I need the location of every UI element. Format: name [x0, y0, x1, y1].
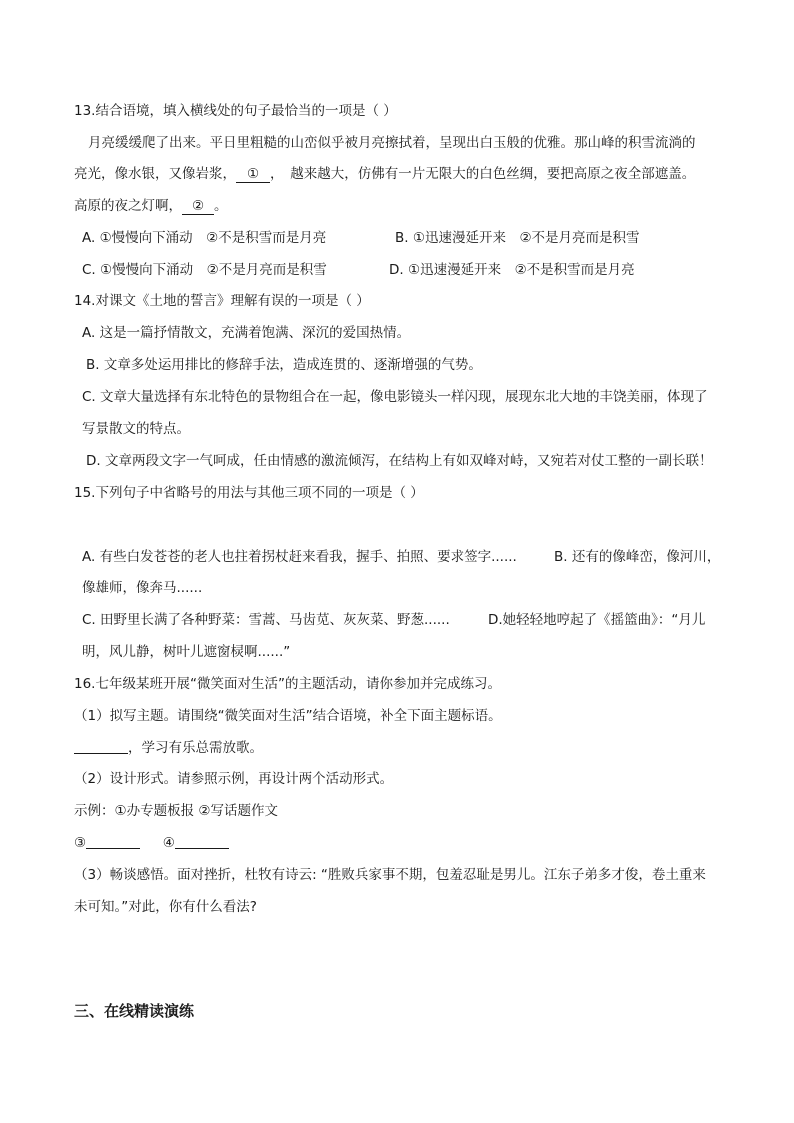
q13-blank-2: ②	[182, 198, 214, 215]
q16-slogan-line	[74, 738, 736, 758]
q16-example: 示例：①办专题板报 ②写话题作文	[74, 803, 278, 819]
q16-answer-line	[74, 833, 736, 853]
q16-sub3-line2: 未可知。”对此，你有什么看法?	[74, 899, 257, 915]
q16-num-4: ④	[162, 835, 175, 851]
q13-passage-line1: 月亮缓缓爬了出来。平日里粗糙的山峦似乎被月亮擦拭着，呈现出白玉般的优雅。那山峰的积雪流淌的	[88, 135, 696, 151]
q16-blank-3[interactable]	[86, 834, 140, 849]
q13-passage-text: 高原的夜之灯啊，	[74, 198, 182, 214]
q15-option-a[interactable]: A. 有些白发苍苍的老人也拄着拐杖赶来看我，握手、拍照、要求签字......	[82, 549, 517, 565]
q13-passage-text: ， 越来越大，仿佛有一片无限大的白色丝绸，要把高原之夜全部遮盖。	[270, 166, 696, 182]
q13-passage-line2	[74, 164, 736, 184]
q15-option-c[interactable]: C. 田野里长满了各种野菜：雪蒿、马齿苋、灰灰菜、野葱......	[82, 612, 450, 628]
q13-option-b[interactable]: B. ①迅速漫延开来 ②不是月亮而是积雪	[395, 230, 640, 246]
section-heading: 三、在线精读演练	[74, 1002, 195, 1020]
q16-num-3: ③	[74, 835, 87, 851]
q14-option-c[interactable]: C. 文章大量选择有东北特色的景物组合在一起，像电影镜头一样闪现，展现东北大地的丰饶美丽，体现了	[82, 389, 708, 405]
q13-stem: 13.结合语境，填入横线处的句子最恰当的一项是（ ）	[74, 103, 397, 119]
q16-blank-4[interactable]	[175, 834, 229, 849]
q13-blank-1: ①	[236, 166, 270, 183]
q14-option-b[interactable]: B. 文章多处运用排比的修辞手法，造成连贯的、逐渐增强的气势。	[86, 357, 482, 373]
q14-stem: 14.对课文《土地的誓言》理解有误的一项是（ ）	[74, 293, 370, 309]
q14-option-a[interactable]: A. 这是一篇抒情散文，充满着饱满、深沉的爱国热情。	[82, 325, 411, 341]
q13-option-d[interactable]: D. ①迅速漫延开来 ②不是积雪而是月亮	[389, 262, 635, 278]
q13-passage-text: 亮光，像水银，又像岩浆，	[74, 166, 236, 182]
q14-option-d[interactable]: D. 文章两段文字一气呵成，任由情感的激流倾泻，在结构上有如双峰对峙，又宛若对仗工整的一副长联！	[86, 453, 713, 469]
q15-option-d-cont: 明，风儿静，树叶儿遮窗棂啊......”	[82, 644, 291, 660]
q15-option-b-cont: 像雄师，像奔马......	[82, 580, 203, 596]
q16-slogan-blank[interactable]	[74, 739, 128, 754]
q13-passage-text: 。	[214, 198, 228, 214]
q13-option-a[interactable]: A. ①慢慢向下涌动 ②不是积雪而是月亮	[82, 230, 327, 246]
q15-option-b[interactable]: B. 还有的像峰峦，像河川，	[554, 549, 721, 565]
q15-stem: 15.下列句子中省略号的用法与其他三项不同的一项是（ ）	[74, 485, 424, 501]
q16-stem: 16.七年级某班开展“微笑面对生活”的主题活动，请你参加并完成练习。	[74, 676, 501, 692]
q16-slogan-text: ，学习有乐总需放歌。	[128, 740, 263, 756]
q15-option-d[interactable]: D.她轻轻地哼起了《摇篮曲》：“月儿	[488, 612, 706, 628]
q13-option-c[interactable]: C. ①慢慢向下涌动 ②不是月亮而是积雪	[82, 262, 327, 278]
q16-sub3-line1: （3）畅谈感悟。面对挫折，杜牧有诗云: “胜败兵家事不期，包羞忍耻是男儿。江东子弟多才俊，卷土重来	[74, 867, 706, 883]
q16-sub2: （2）设计形式。请参照示例，再设计两个活动形式。	[74, 771, 394, 787]
q16-sub1: （1）拟写主题。请围绕“微笑面对生活”结合语境，补全下面主题标语。	[74, 708, 502, 724]
q14-option-c-cont: 写景散文的特点。	[82, 421, 190, 437]
q13-passage-line3	[74, 196, 736, 216]
